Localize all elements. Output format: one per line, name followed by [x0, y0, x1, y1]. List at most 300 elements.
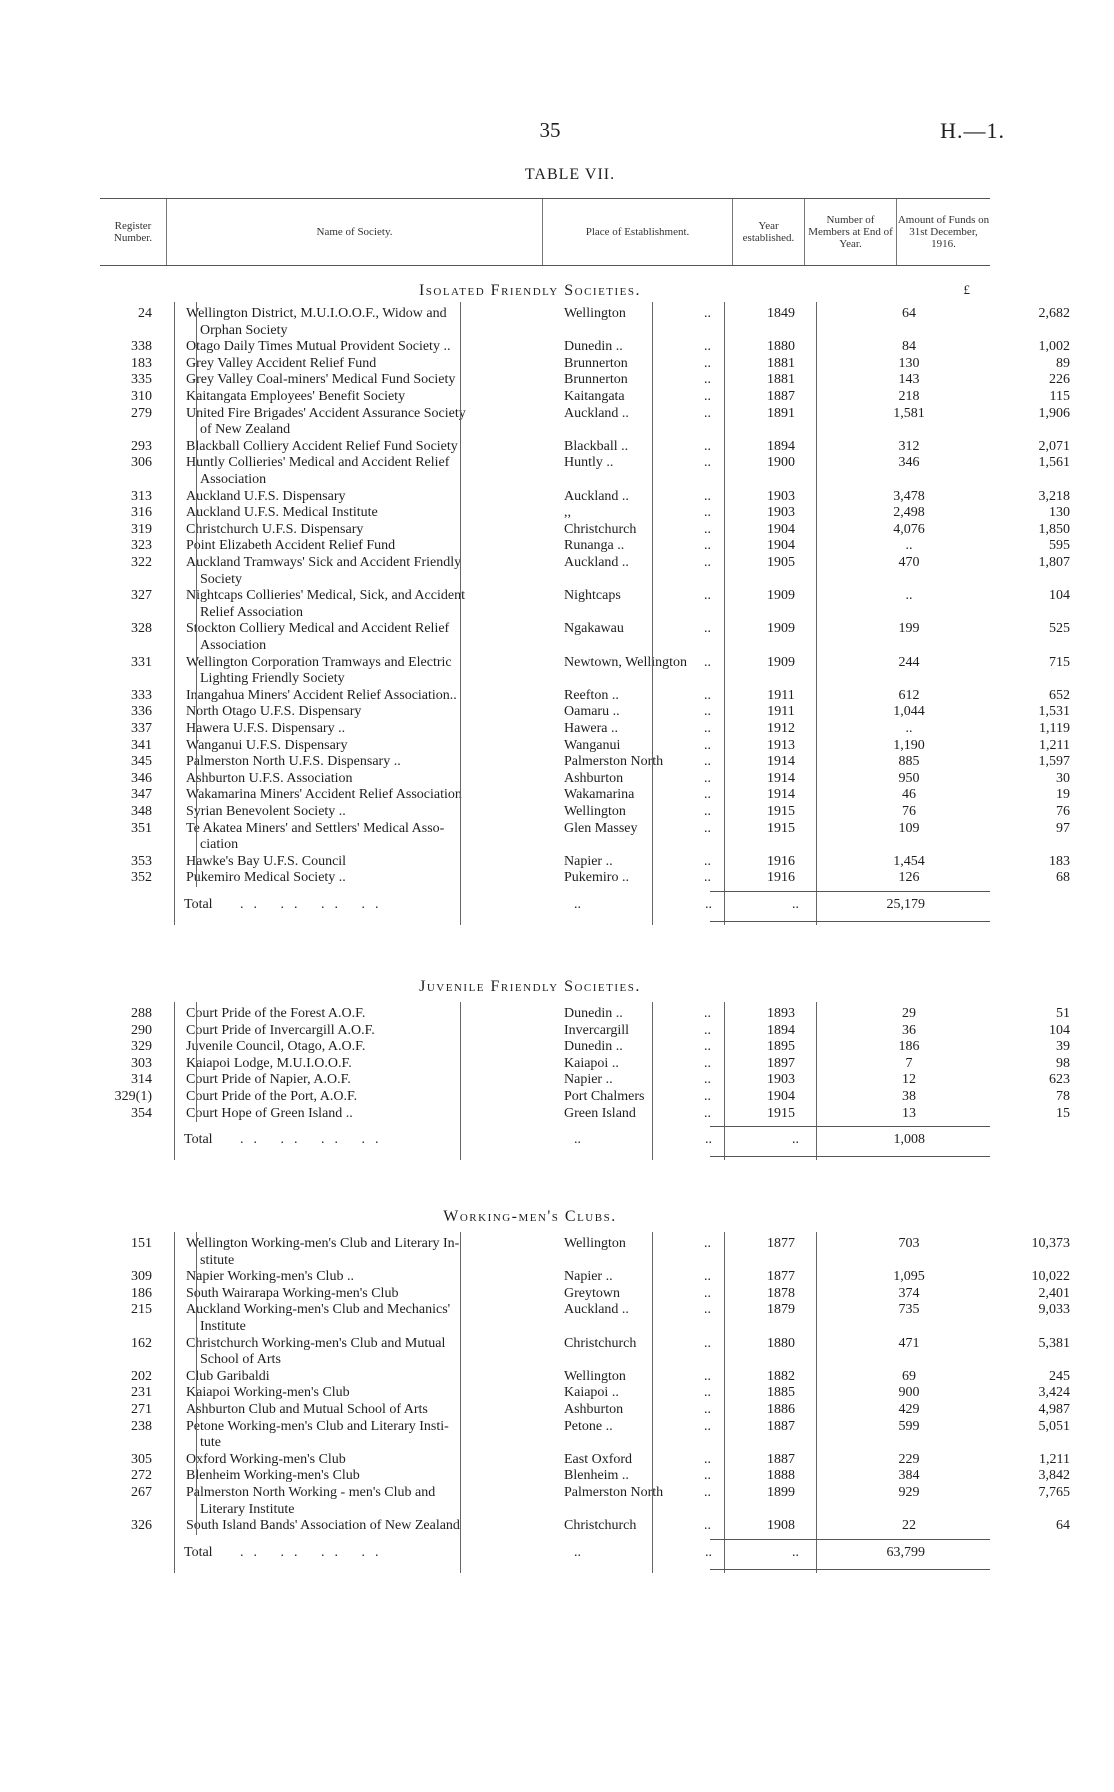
register-number: 151 [131, 1236, 152, 1251]
place-of-establishment: Ashburton [564, 1402, 624, 1417]
leader-dots: .. [704, 704, 711, 720]
place-of-establishment: ,, [564, 505, 571, 521]
year-established: 1894 [767, 438, 795, 454]
leader-dots: .. [704, 1105, 711, 1121]
society-name-line: Otago Daily Times Mutual Provident Society .. [186, 339, 451, 355]
funds-amount: 15 [1056, 1105, 1070, 1121]
year-established: 1915 [767, 804, 795, 819]
society-name-continued: Institute [200, 1318, 246, 1334]
leader-dots: .. [704, 1089, 711, 1104]
year-established: 1916 [767, 853, 795, 869]
register-number: 329 [131, 1039, 152, 1055]
leader-dots: .. [704, 654, 711, 670]
column-rule [196, 1232, 197, 1535]
register-number: 267 [131, 1485, 152, 1500]
total-rule [710, 1539, 990, 1540]
year-established: 1909 [767, 588, 795, 604]
year-established: 1904 [767, 521, 795, 537]
column-rule [460, 302, 461, 925]
place-of-establishment: Invercargill [564, 1022, 630, 1038]
leader-dots: .. [704, 521, 711, 537]
member-count: 130 [898, 355, 920, 371]
total-leader-dots: .. [574, 1132, 581, 1148]
leader-dots: .. [704, 1418, 711, 1434]
place-of-establishment: Reefton .. [564, 687, 619, 703]
total-leader-dots: .. [705, 1132, 712, 1148]
total-funds: 63,799 [886, 1544, 925, 1560]
member-count: 470 [898, 555, 920, 570]
society-name-continued: stitute [200, 1252, 235, 1268]
year-established: 1880 [767, 1335, 795, 1351]
society-name-line: Wakamarina Miners' Accident Relief Association [186, 787, 462, 803]
funds-amount: 226 [1049, 372, 1070, 388]
place-of-establishment: Oamaru .. [564, 704, 620, 720]
leader-dots: .. [704, 787, 711, 803]
year-established: 1887 [767, 1451, 795, 1467]
society-name-continued: Relief Association [200, 604, 304, 620]
total-leader-dots: .. [574, 897, 581, 912]
place-of-establishment: Ngakawau [564, 621, 624, 637]
funds-amount: 525 [1049, 621, 1070, 637]
member-count: 1,044 [893, 704, 925, 720]
funds-amount: 104 [1049, 1022, 1070, 1038]
register-number: 202 [131, 1368, 152, 1384]
society-name-continued: Association [200, 471, 267, 487]
funds-amount: 1,211 [1039, 737, 1070, 753]
place-of-establishment: Wakamarina [564, 787, 635, 803]
column-rule [174, 302, 175, 925]
member-count: 76 [902, 804, 916, 819]
year-established: 1877 [767, 1269, 795, 1285]
year-established: 1916 [767, 870, 795, 886]
year-established: 1904 [767, 1089, 795, 1104]
funds-amount: 2,682 [1038, 306, 1070, 321]
society-name-line: Napier Working-men's Club .. [186, 1269, 354, 1285]
society-name-line: South Wairarapa Working-men's Club [186, 1285, 399, 1301]
leader-dots: .. [704, 1518, 711, 1534]
header-place: Place of Establishment. [542, 199, 732, 265]
register-number: 351 [131, 820, 152, 836]
leader-dots: .. [704, 339, 711, 355]
place-of-establishment: Wellington [564, 804, 626, 819]
column-rule [652, 1232, 653, 1573]
member-count: 950 [898, 770, 920, 786]
register-number: 183 [131, 355, 152, 371]
society-name-line: Ashburton Club and Mutual School of Arts [186, 1402, 428, 1417]
member-count: 3,478 [893, 488, 925, 504]
member-count: 735 [898, 1302, 920, 1318]
leader-dots: .. [704, 306, 711, 321]
year-established: 1882 [767, 1368, 795, 1384]
society-name-line: South Island Bands' Association of New Zealand [186, 1518, 460, 1534]
funds-amount: 98 [1056, 1055, 1070, 1071]
society-name-line: Nightcaps Collieries' Medical, Sick, and Accident [186, 588, 465, 604]
table-header [100, 198, 990, 266]
funds-amount: 1,561 [1038, 455, 1070, 471]
member-count: 2,498 [893, 505, 925, 521]
leader-dots: .. [704, 1072, 711, 1088]
year-established: 1887 [767, 389, 795, 404]
total-leader-dots: .. [574, 1544, 581, 1560]
member-count: 84 [902, 339, 916, 355]
leader-dots: .. [704, 1285, 711, 1301]
funds-amount: 130 [1049, 505, 1070, 521]
year-established: 1877 [767, 1236, 795, 1251]
year-established: 1914 [767, 754, 795, 770]
total-rule [710, 1126, 990, 1127]
year-established: 1903 [767, 488, 795, 504]
year-established: 1897 [767, 1055, 795, 1071]
place-of-establishment: Auckland .. [564, 1302, 629, 1318]
society-name-line: Court Hope of Green Island .. [186, 1105, 353, 1121]
funds-amount: 3,218 [1038, 488, 1070, 504]
member-count: 703 [898, 1236, 920, 1251]
leader-dots: .. [704, 1368, 711, 1384]
register-number: 314 [131, 1072, 152, 1088]
register-number: 333 [131, 687, 152, 703]
register-number: 293 [131, 438, 152, 454]
leader-dots: .. [704, 1006, 711, 1021]
register-number: 335 [131, 372, 152, 388]
place-of-establishment: Pukemiro .. [564, 870, 629, 886]
year-established: 1914 [767, 787, 795, 803]
leader-dots: .. [704, 1335, 711, 1351]
member-count: 46 [902, 787, 916, 803]
funds-amount: 652 [1049, 687, 1070, 703]
year-established: 1891 [767, 405, 795, 421]
society-name-line: Court Pride of Napier, A.O.F. [186, 1072, 351, 1088]
funds-amount: 1,597 [1038, 754, 1070, 770]
funds-amount: 104 [1049, 588, 1070, 604]
register-number: 288 [131, 1006, 152, 1021]
register-number: 186 [131, 1285, 152, 1301]
funds-amount: 4,987 [1038, 1402, 1070, 1417]
year-established: 1885 [767, 1385, 795, 1401]
year-established: 1912 [767, 721, 795, 736]
register-number: 231 [131, 1385, 152, 1401]
column-rule [652, 1002, 653, 1160]
year-established: 1903 [767, 505, 795, 521]
leader-dots: .. [704, 687, 711, 703]
funds-amount: 595 [1049, 538, 1070, 554]
place-of-establishment: Blackball .. [564, 438, 629, 454]
place-of-establishment: Runanga .. [564, 538, 625, 554]
total-leader-dots: .. [705, 1544, 712, 1560]
society-name-line: Huntly Collieries' Medical and Accident Relief [186, 455, 450, 471]
society-name-continued: Lighting Friendly Society [200, 671, 345, 687]
leader-dots: .. [704, 621, 711, 637]
total-funds: 25,179 [886, 897, 925, 912]
funds-amount: 2,071 [1038, 438, 1070, 454]
year-established: 1881 [767, 372, 795, 388]
total-leader-dots: .. [792, 897, 799, 912]
total-leader-dots: .. [792, 1544, 799, 1560]
register-number: 313 [131, 488, 152, 504]
year-established: 1895 [767, 1039, 795, 1055]
place-of-establishment: Dunedin .. [564, 1039, 623, 1055]
column-rule [174, 1002, 175, 1160]
funds-amount: 115 [1049, 389, 1070, 404]
society-name-line: Kaiapoi Lodge, M.U.I.O.O.F. [186, 1055, 352, 1071]
register-number: 162 [131, 1335, 152, 1351]
place-of-establishment: Green Island [564, 1105, 636, 1121]
register-number: 353 [131, 853, 152, 869]
funds-amount: 51 [1056, 1006, 1070, 1021]
funds-amount: 97 [1056, 820, 1070, 836]
year-established: 1887 [767, 1418, 795, 1434]
society-name-line: Grey Valley Coal-miners' Medical Fund Society [186, 372, 456, 388]
register-number: 319 [131, 521, 152, 537]
member-count: 384 [898, 1468, 920, 1484]
year-established: 1905 [767, 555, 795, 570]
society-name-line: Wellington Corporation Tramways and Electric [186, 654, 452, 670]
society-name-line: Blenheim Working-men's Club [186, 1468, 360, 1484]
leader-dots: .. [704, 1039, 711, 1055]
funds-amount: 1,807 [1038, 555, 1070, 570]
funds-amount: 2,401 [1038, 1285, 1070, 1301]
leader-dots: .. [704, 555, 711, 570]
society-name-line: Juvenile Council, Otago, A.O.F. [186, 1039, 366, 1055]
member-count: 64 [902, 306, 916, 321]
year-established: 1881 [767, 355, 795, 371]
table-title: TABLE VII. [524, 166, 616, 183]
register-number: 354 [131, 1105, 152, 1121]
society-name-line: North Otago U.F.S. Dispensary [186, 704, 362, 720]
leader-dots: .. [704, 372, 711, 388]
place-of-establishment: Napier .. [564, 1269, 613, 1285]
section-title: Juvenile Friendly Societies. [419, 978, 641, 995]
column-rule [460, 1002, 461, 1160]
society-name-line: Auckland U.F.S. Dispensary [186, 488, 346, 504]
column-rule [652, 302, 653, 925]
leader-dots: .. [704, 455, 711, 471]
place-of-establishment: Blenheim .. [564, 1468, 629, 1484]
year-established: 1888 [767, 1468, 795, 1484]
place-of-establishment: Wellington [564, 1236, 626, 1251]
leader-dots: .. [704, 1485, 711, 1500]
year-established: 1911 [767, 687, 795, 703]
member-count: 374 [898, 1285, 920, 1301]
member-count: 312 [898, 438, 920, 454]
register-number: 328 [131, 621, 152, 637]
place-of-establishment: Greytown [564, 1285, 620, 1301]
year-established: 1899 [767, 1485, 795, 1500]
year-established: 1886 [767, 1402, 795, 1417]
society-name-line: Christchurch U.F.S. Dispensary [186, 521, 364, 537]
header-members: Number of Members at End of Year. [804, 199, 896, 265]
society-name-line: Auckland Working-men's Club and Mechanics' [186, 1302, 451, 1318]
header-name: Name of Society. [166, 199, 542, 265]
total-label: Total [184, 1132, 213, 1148]
society-name-line: Wellington District, M.U.I.O.O.F., Widow and [186, 306, 447, 321]
funds-amount: 5,051 [1038, 1418, 1070, 1434]
register-number: 345 [131, 754, 152, 770]
register-number: 338 [131, 339, 152, 355]
society-name-line: Ashburton U.F.S. Association [186, 770, 353, 786]
document-reference: H.—1. [940, 118, 1005, 143]
year-established: 1879 [767, 1302, 795, 1318]
member-count: 29 [902, 1006, 916, 1021]
register-number: 331 [131, 654, 152, 670]
place-of-establishment: Auckland .. [564, 555, 629, 570]
society-name-line: Palmerston North Working - men's Club and [186, 1485, 436, 1500]
year-established: 1849 [767, 306, 795, 321]
society-name-continued: Association [200, 637, 267, 653]
society-name-line: Christchurch Working-men's Club and Mutual [186, 1335, 446, 1351]
funds-amount: 623 [1049, 1072, 1070, 1088]
column-rule [724, 302, 725, 925]
register-number: 310 [131, 389, 152, 404]
member-count: 12 [902, 1072, 916, 1088]
place-of-establishment: Palmerston North [564, 754, 664, 770]
funds-amount: 76 [1056, 804, 1070, 819]
total-label: Total [184, 1544, 213, 1560]
society-name-line: Club Garibaldi [186, 1368, 270, 1384]
place-of-establishment: Kaiapoi .. [564, 1055, 619, 1071]
funds-amount: 1,211 [1039, 1451, 1070, 1467]
member-count: 900 [898, 1385, 920, 1401]
leader-dots: .. [704, 1236, 711, 1251]
society-name-line: United Fire Brigades' Accident Assurance Society [186, 405, 466, 421]
year-established: 1915 [767, 820, 795, 836]
member-count: 69 [902, 1368, 916, 1384]
register-number: 271 [131, 1402, 152, 1417]
funds-amount: 30 [1056, 770, 1070, 786]
register-number: 305 [131, 1451, 152, 1467]
place-of-establishment: Hawera .. [564, 721, 619, 736]
register-number: 272 [131, 1468, 152, 1484]
leader-dots: .. [704, 754, 711, 770]
place-of-establishment: Ashburton [564, 770, 624, 786]
total-leader-dots: .. .. .. .. [240, 1544, 389, 1560]
member-count: 13 [902, 1105, 916, 1121]
year-established: 1893 [767, 1006, 795, 1021]
leader-dots: .. [704, 870, 711, 886]
register-number: 303 [131, 1055, 152, 1071]
total-leader-dots: .. .. .. .. [240, 1132, 389, 1148]
funds-amount: 78 [1056, 1089, 1070, 1104]
society-name-line: Court Pride of the Port, A.O.F. [186, 1089, 358, 1104]
place-of-establishment: Dunedin .. [564, 1006, 623, 1021]
society-name-continued: of New Zealand [200, 422, 291, 438]
society-name-line: Wellington Working-men's Club and Literary In- [186, 1236, 460, 1251]
place-of-establishment: Christchurch [564, 1518, 637, 1534]
year-established: 1903 [767, 1072, 795, 1088]
place-of-establishment: Christchurch [564, 521, 637, 537]
place-of-establishment: Kaiapoi .. [564, 1385, 619, 1401]
register-number: 238 [131, 1418, 152, 1434]
place-of-establishment: Port Chalmers [564, 1089, 645, 1104]
place-of-establishment: Nightcaps [564, 588, 621, 604]
total-funds: 1,008 [893, 1132, 925, 1148]
total-rule [710, 891, 990, 892]
register-number: 336 [131, 704, 152, 720]
header-funds: Amount of Funds on 31st December, 1916. [896, 199, 990, 265]
funds-amount: 1,531 [1038, 704, 1070, 720]
leader-dots: .. [704, 804, 711, 819]
funds-amount: 3,842 [1038, 1468, 1070, 1484]
member-count: 1,454 [893, 853, 925, 869]
year-established: 1913 [767, 737, 795, 753]
place-of-establishment: Wanganui [564, 737, 621, 753]
column-rule [460, 1232, 461, 1573]
member-count: 199 [898, 621, 920, 637]
year-established: 1878 [767, 1285, 795, 1301]
member-count: 4,076 [893, 521, 925, 537]
place-of-establishment: Petone .. [564, 1418, 613, 1434]
register-number: 322 [131, 555, 152, 570]
year-established: 1904 [767, 538, 795, 554]
column-rule [816, 1002, 817, 1160]
place-of-establishment: Kaitangata [564, 389, 625, 404]
funds-amount: 68 [1056, 870, 1070, 886]
column-rule [816, 302, 817, 925]
section-title: Isolated Friendly Societies. [418, 282, 642, 299]
register-number: 347 [131, 787, 152, 803]
funds-amount: 10,373 [1031, 1236, 1070, 1251]
society-name-line: Kaitangata Employees' Benefit Society [186, 389, 406, 404]
place-of-establishment: Christchurch [564, 1335, 637, 1351]
member-count: 143 [898, 372, 920, 388]
year-established: 1880 [767, 339, 795, 355]
register-number: 309 [131, 1269, 152, 1285]
society-name-line: Pukemiro Medical Society .. [186, 870, 346, 886]
society-name-line: Blackball Colliery Accident Relief Fund Society [186, 438, 458, 454]
total-label: Total [184, 897, 213, 912]
society-name-line: Hawke's Bay U.F.S. Council [186, 853, 347, 869]
member-count: 38 [902, 1089, 916, 1104]
member-count: 229 [898, 1451, 920, 1467]
leader-dots: .. [704, 737, 711, 753]
funds-amount: 1,119 [1039, 721, 1070, 736]
place-of-establishment: East Oxford [564, 1451, 633, 1467]
funds-amount: 89 [1056, 355, 1070, 371]
register-number: 348 [131, 804, 152, 819]
register-number: 316 [131, 505, 152, 521]
leader-dots: .. [704, 1468, 711, 1484]
total-rule [710, 1569, 990, 1570]
member-count: 885 [898, 754, 920, 770]
leader-dots: .. [704, 488, 711, 504]
total-rule [710, 1156, 990, 1157]
member-count: 1,095 [893, 1269, 925, 1285]
society-name-line: Grey Valley Accident Relief Fund [186, 355, 377, 371]
register-number: 341 [131, 737, 152, 753]
funds-amount: 1,002 [1038, 339, 1070, 355]
funds-amount: 64 [1056, 1518, 1070, 1534]
society-name-line: Te Akatea Miners' and Settlers' Medical Asso- [186, 820, 445, 836]
header-register: Register Number. [113, 220, 153, 244]
society-name-continued: Society [200, 571, 242, 587]
leader-dots: .. [704, 1022, 711, 1038]
member-count: 429 [898, 1402, 920, 1417]
year-established: 1909 [767, 621, 795, 637]
member-count: 244 [898, 654, 920, 670]
column-rule [724, 1002, 725, 1160]
funds-amount: 10,022 [1031, 1269, 1070, 1285]
place-of-establishment: Glen Massey [564, 820, 638, 836]
register-number: 352 [131, 870, 152, 886]
place-of-establishment: Wellington [564, 1368, 626, 1384]
society-name-line: Oxford Working-men's Club [186, 1451, 346, 1467]
member-count: 346 [898, 455, 920, 471]
leader-dots: .. [704, 355, 711, 371]
leader-dots: .. [704, 1055, 711, 1071]
funds-amount: 183 [1049, 853, 1070, 869]
register-number: 24 [138, 306, 152, 321]
header-year: Year established. [732, 199, 804, 265]
funds-amount: 3,424 [1038, 1385, 1070, 1401]
